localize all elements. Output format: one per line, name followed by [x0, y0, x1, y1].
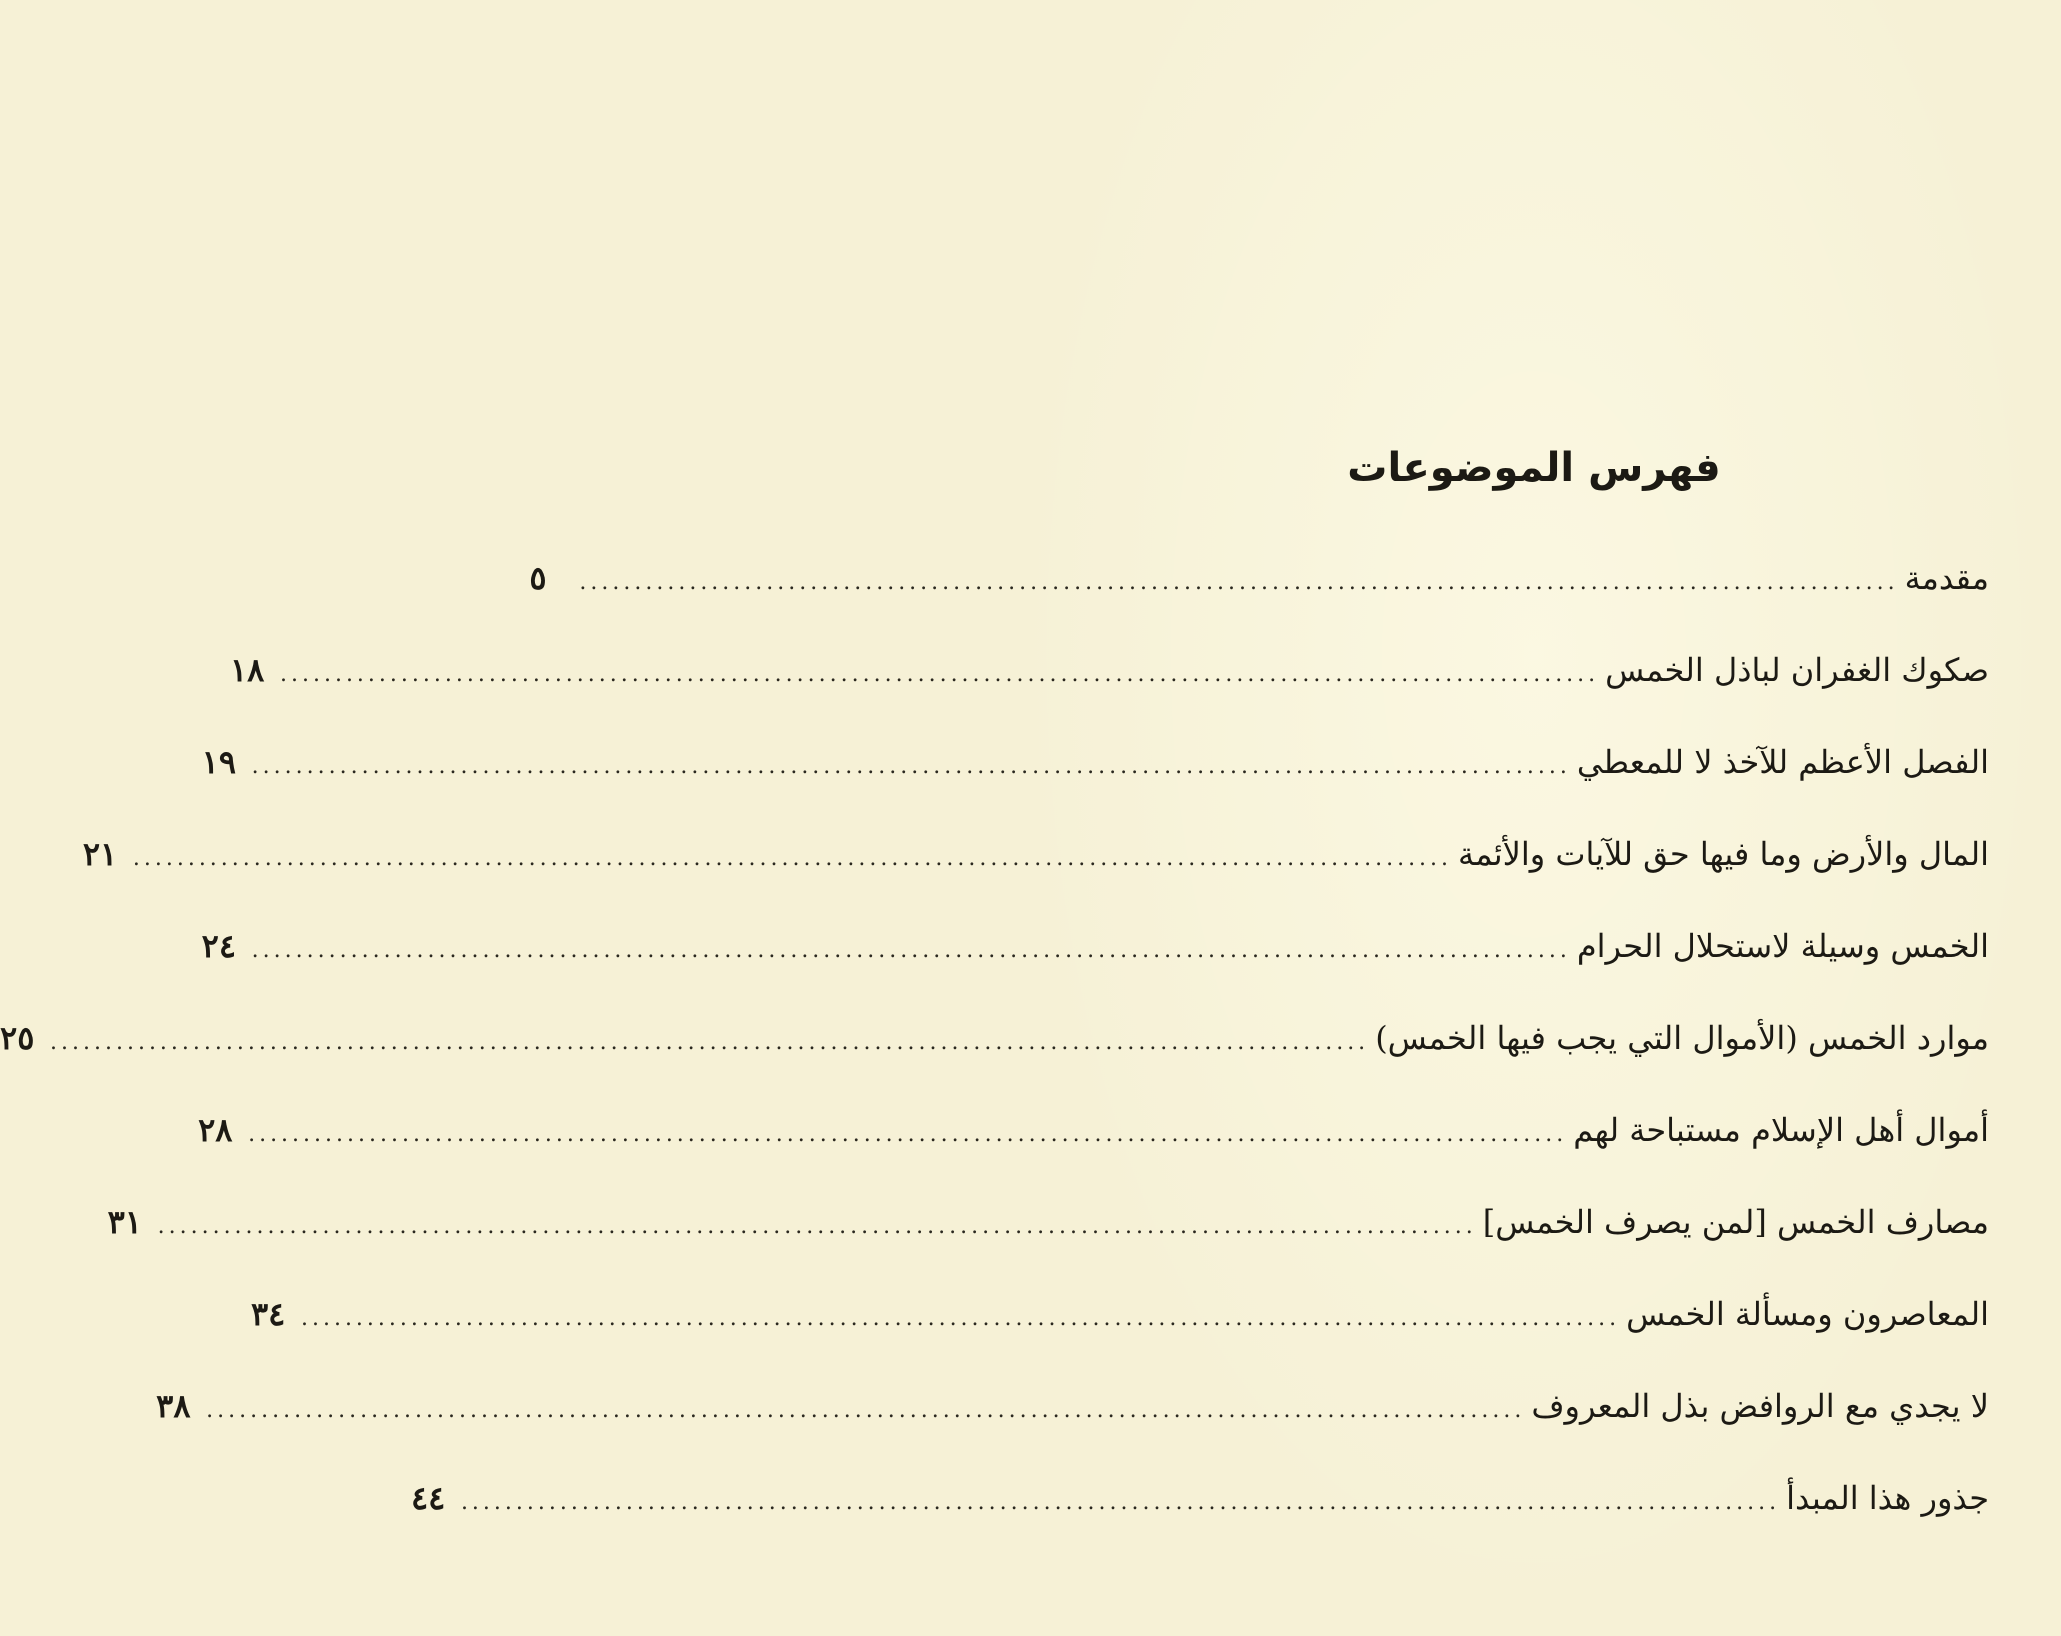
dot-leader: ........................................................................................................................: [132, 846, 1453, 871]
toc-entry-title: المال والأرض وما فيها حق للآيات والأئمة: [1458, 835, 1989, 873]
toc-entry-title: لا يجدي مع الروافض بذل المعروف: [1531, 1387, 1989, 1425]
toc-entry: [410, 1468, 1989, 1560]
toc-entry: [201, 916, 1989, 1008]
toc-entry-page-number: ٢٤: [201, 927, 237, 965]
dot-leader: ........................................................................................................................: [251, 754, 1571, 779]
toc-entry-page-number: ٤٤: [410, 1479, 446, 1517]
table-of-contents: [0, 548, 1989, 1560]
dot-leader: ........................................................................................................................: [579, 570, 1899, 595]
toc-entry-title: صكوك الغفران لباذل الخمس: [1605, 651, 1989, 689]
toc-entry-title: مصارف الخمس [لمن يصرف الخمس]: [1482, 1203, 1989, 1241]
toc-entry: [201, 732, 1989, 824]
toc-entry-title: الخمس وسيلة لاستحلال الحرام: [1576, 927, 1989, 965]
toc-entry-page-number: ٣٤: [250, 1295, 286, 1333]
toc-entry-title: أموال أهل الإسلام مستباحة لهم: [1573, 1111, 1989, 1149]
toc-entry-title: الفصل الأعظم للآخذ لا للمعطي: [1576, 743, 1989, 781]
toc-entry: [82, 824, 1989, 916]
toc-entry-page-number: ٢١: [82, 835, 118, 873]
toc-entry: [229, 640, 1989, 732]
toc-entry: [198, 1100, 1989, 1192]
toc-entry: [250, 1284, 1989, 1376]
toc-entry: [107, 1192, 1989, 1284]
toc-entry-page-number: ١٨: [229, 651, 265, 689]
toc-entry: [529, 548, 1989, 640]
dot-leader: ........................................................................................................................: [248, 1122, 1568, 1147]
toc-entry-page-number: ٢٨: [198, 1111, 233, 1149]
toc-entry-title: مقدمة: [1904, 559, 1989, 597]
dot-leader: ........................................................................................................................: [460, 1490, 1781, 1515]
toc-entry-title: المعاصرون ومسألة الخمس: [1626, 1295, 1989, 1333]
page-title: فهرس الموضوعات: [1347, 445, 1721, 491]
toc-entry-page-number: ٢٥: [0, 1019, 35, 1057]
dot-leader: ........................................................................................................................: [279, 662, 1600, 687]
toc-entry-title: جذور هذا المبدأ: [1786, 1479, 1989, 1517]
dot-leader: ........................................................................................................................: [157, 1214, 1477, 1239]
dot-leader: ........................................................................................................................: [251, 938, 1571, 963]
toc-entry-page-number: ١٩: [201, 743, 237, 781]
dot-leader: ........................................................................................................................: [206, 1398, 1526, 1423]
toc-entry-page-number: ٣٨: [156, 1387, 191, 1425]
toc-entry-page-number: ٥: [529, 559, 547, 597]
dot-leader: ........................................................................................................................: [50, 1030, 1370, 1055]
dot-leader: ........................................................................................................................: [300, 1306, 1621, 1331]
toc-entry: [0, 1008, 1989, 1100]
toc-entry-page-number: ٣١: [107, 1203, 142, 1241]
toc-entry: [156, 1376, 1989, 1468]
toc-entry-title: موارد الخمس (الأموال التي يجب فيها الخمس): [1375, 1019, 1989, 1057]
